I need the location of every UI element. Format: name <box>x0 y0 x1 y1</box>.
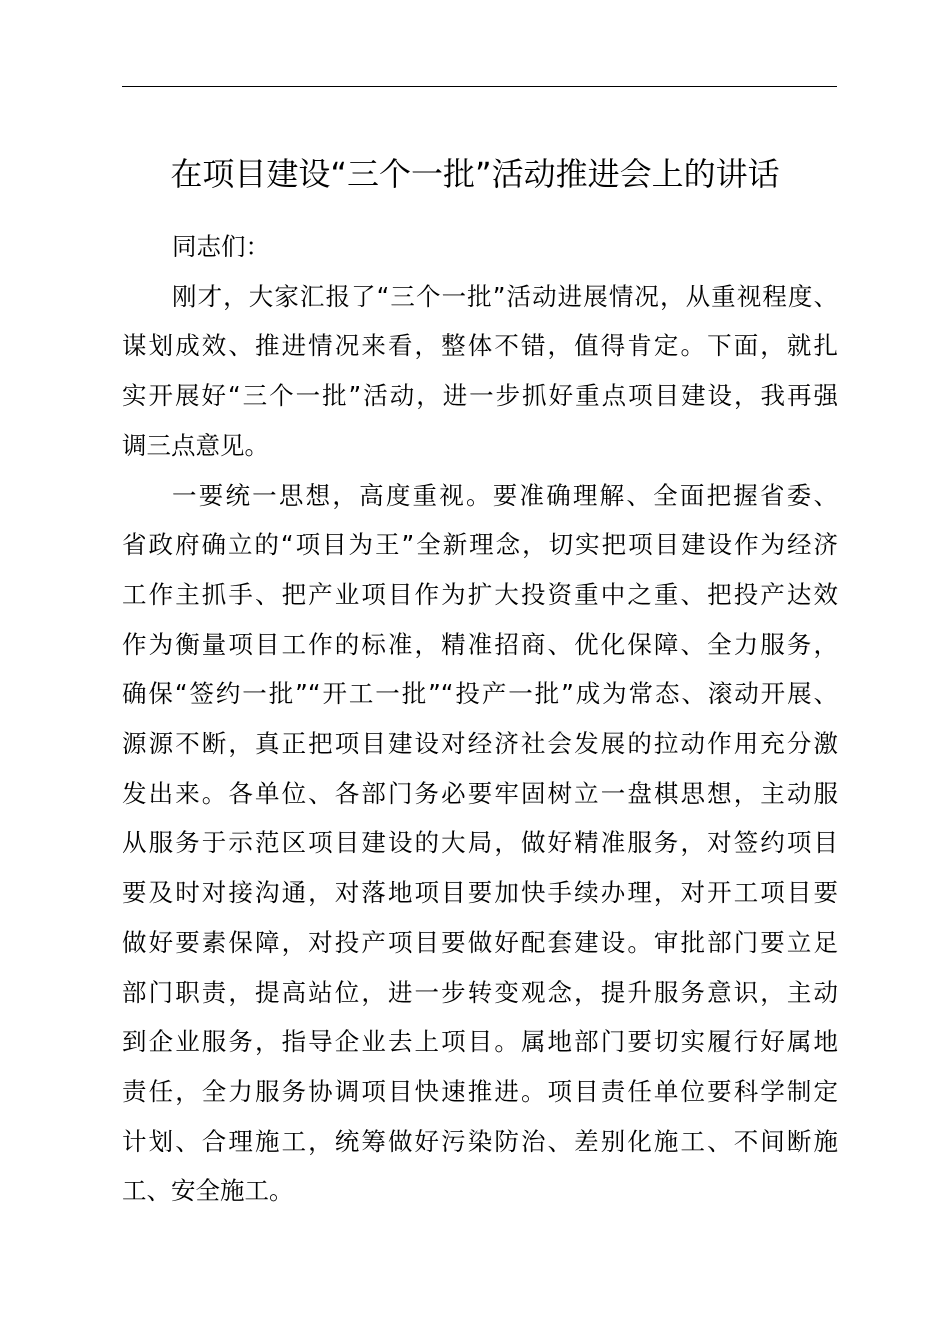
paragraph-line: 要及时对接沟通，对落地项目要加快手续办理，对开工项目要 <box>122 878 838 908</box>
paragraph-line: 作为衡量项目工作的标准，精准招商、优化保障、全力服务， <box>122 629 838 659</box>
paragraph-line: 责任，全力服务协调项目快速推进。项目责任单位要科学制定 <box>122 1076 838 1106</box>
salutation: 同志们： <box>172 232 270 261</box>
paragraph-line: 发出来。各单位、各部门务必要牢固树立一盘棋思想，主动服 <box>122 778 838 808</box>
paragraph-line: 到企业服务，指导企业去上项目。属地部门要切实履行好属地 <box>122 1027 838 1057</box>
paragraph-line: 刚才，大家汇报了“三个一批”活动进展情况，从重视程度、 <box>172 281 838 311</box>
document-title: 在项目建设“三个一批”活动推进会上的讲话 <box>170 155 780 193</box>
paragraph-line: 省政府确立的“项目为王”全新理念，切实把项目建设作为经济 <box>122 530 838 560</box>
paragraph-line: 源源不断，真正把项目建设对经济社会发展的拉动作用充分激 <box>122 729 838 759</box>
paragraph-line: 实开展好“三个一批”活动，进一步抓好重点项目建设，我再强 <box>122 381 838 411</box>
paragraph-line: 工、安全施工。 <box>122 1176 294 1206</box>
paragraph-line: 确保“签约一批”“开工一批”“投产一批”成为常态、滚动开展、 <box>122 679 838 709</box>
paragraph-line: 做好要素保障，对投产项目要做好配套建设。审批部门要立足 <box>122 927 838 957</box>
paragraph-line: 部门职责，提高站位，进一步转变观念，提升服务意识，主动 <box>122 977 838 1007</box>
paragraph-line: 调三点意见。 <box>122 430 269 460</box>
paragraph-line: 从服务于示范区项目建设的大局，做好精准服务，对签约项目 <box>122 828 838 858</box>
paragraph-line: 谋划成效、推进情况来看，整体不错，值得肯定。下面，就扎 <box>122 331 838 361</box>
paragraph-line: 计划、合理施工，统筹做好污染防治、差别化施工、不间断施 <box>122 1126 838 1156</box>
paragraph-1 <box>122 272 838 471</box>
paragraph-2 <box>122 471 838 1217</box>
document-body <box>122 222 838 1216</box>
paragraph-line: 一要统一思想，高度重视。要准确理解、全面把握省委、 <box>172 480 838 510</box>
header-rule <box>122 86 837 87</box>
paragraph-line: 工作主抓手、把产业项目作为扩大投资重中之重、把投产达效 <box>122 579 838 609</box>
